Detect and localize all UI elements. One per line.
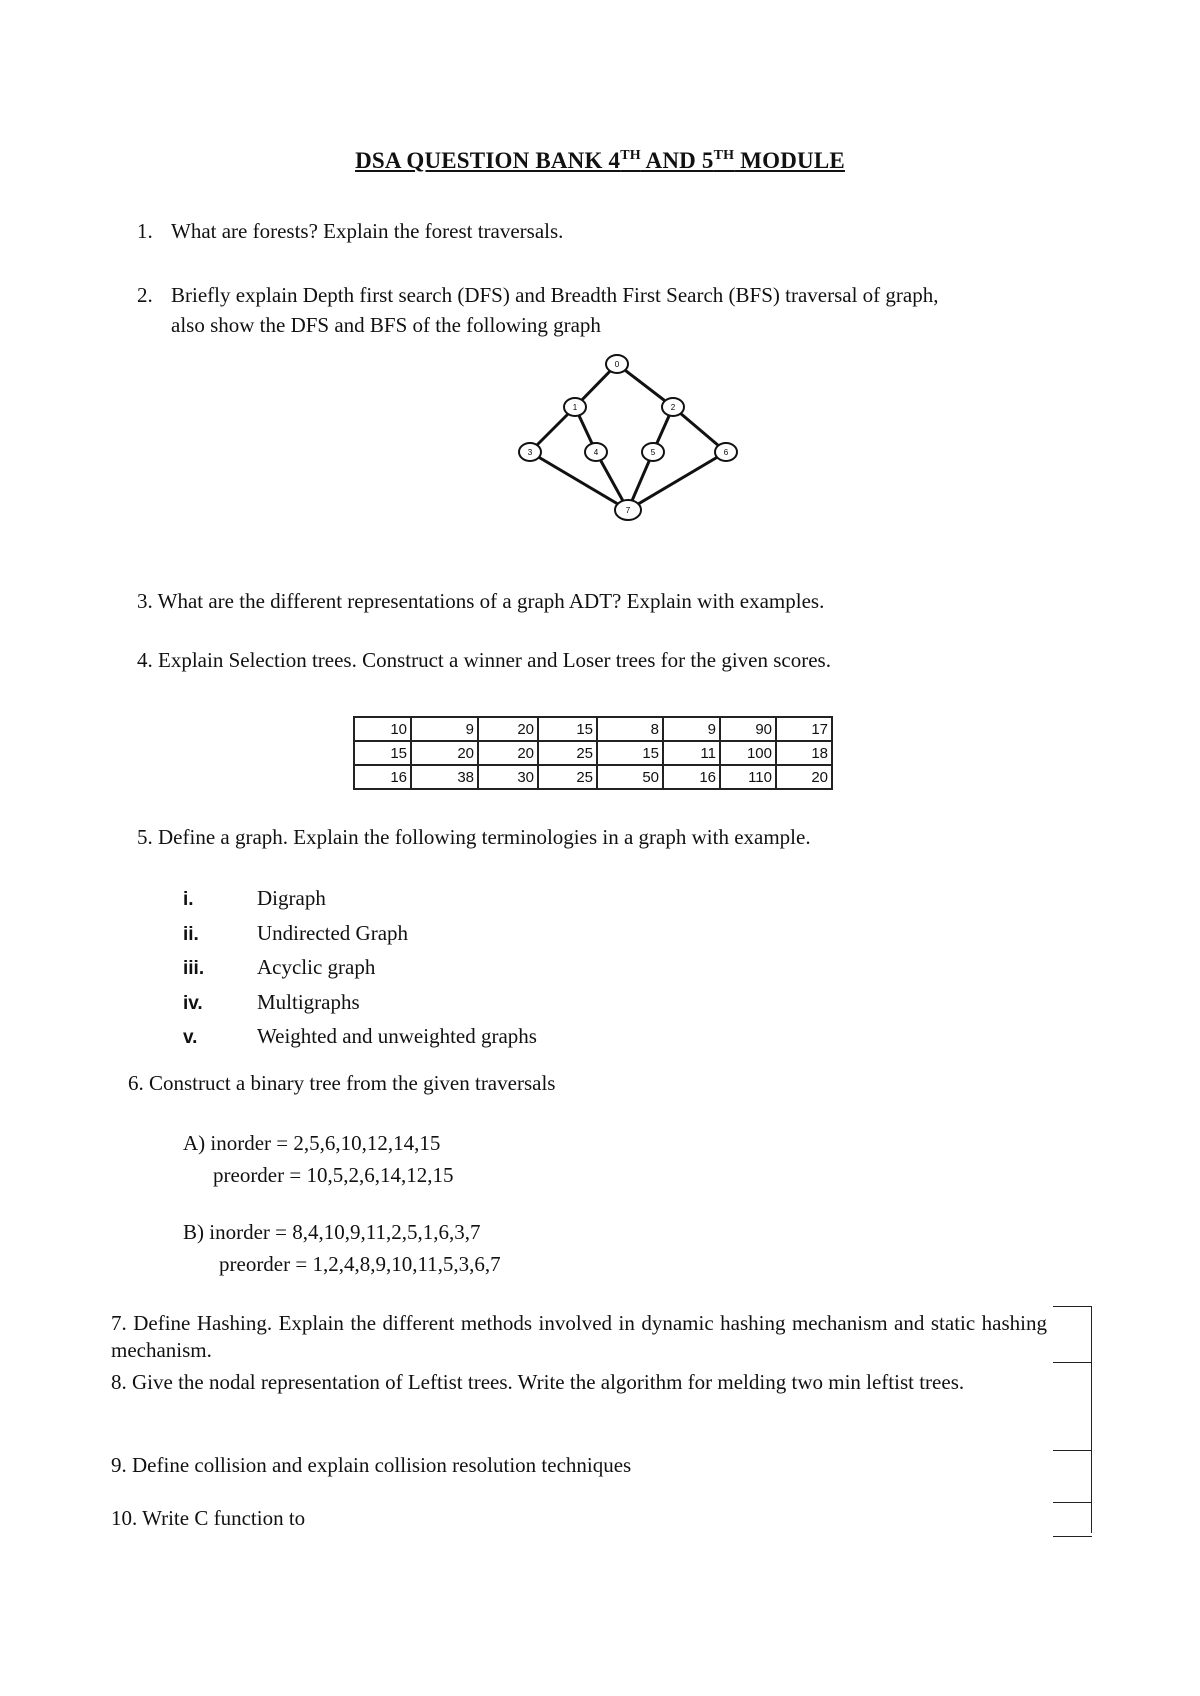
table-cell: 90	[720, 717, 776, 741]
question-text: 4. Explain Selection trees. Construct a winner and Loser trees for the given scores.	[137, 648, 831, 672]
marks-column-line	[1091, 1306, 1092, 1533]
list-item: iii. Acyclic graph	[183, 955, 376, 979]
list-item: i. Digraph	[183, 886, 326, 910]
traversal-b-preorder: preorder = 1,2,4,8,9,10,11,5,3,6,7	[219, 1252, 501, 1276]
scores-table	[353, 716, 833, 790]
table-cell: 20	[478, 717, 538, 741]
question-7: 7. Define Hashing. Explain the different methods involved in dynamic hashing mechanism and static hashing mechanism.	[111, 1311, 1047, 1362]
table-cell: 9	[411, 717, 478, 741]
table-cell: 15	[354, 741, 411, 765]
graph-edge	[628, 452, 726, 510]
svg-text:6: 6	[723, 448, 729, 457]
table-cell: 16	[354, 765, 411, 789]
graph-node	[615, 500, 641, 520]
question-text: also show the DFS and BFS of the following graph	[171, 313, 601, 337]
list-item: ii. Undirected Graph	[183, 920, 409, 945]
traversal-a-inorder: A) inorder = 2,5,6,10,12,14,15	[183, 1131, 441, 1155]
svg-text:7: 7	[625, 506, 631, 515]
question-10: 10. Write C function to	[111, 1506, 306, 1530]
marks-divider	[1053, 1306, 1092, 1307]
terms-list	[183, 882, 537, 1055]
title-text: DSA QUESTION BANK 4	[355, 148, 621, 173]
graph-node	[715, 443, 737, 461]
marks-divider	[1053, 1362, 1092, 1363]
question-number: 2.	[137, 283, 153, 307]
question-1	[137, 216, 563, 246]
question-number: 1.	[137, 219, 153, 243]
table-cell: 9	[663, 717, 720, 741]
graph-node	[585, 443, 607, 461]
marks-divider	[1053, 1536, 1092, 1537]
graph-diagram	[510, 352, 750, 532]
page-title	[0, 148, 1200, 174]
table-row	[354, 765, 832, 789]
table-cell: 8	[597, 717, 663, 741]
svg-text:0: 0	[614, 360, 620, 369]
question-9: 9. Define collision and explain collision resolution techniques	[111, 1453, 632, 1477]
table-cell: 110	[720, 765, 776, 789]
title-text: MODULE	[734, 148, 845, 173]
question-4	[137, 645, 831, 675]
graph-node	[662, 398, 684, 416]
table-cell: 100	[720, 741, 776, 765]
graph-node	[519, 443, 541, 461]
table-cell: 10	[354, 717, 411, 741]
question-5	[137, 822, 811, 852]
question-8: 8. Give the nodal representation of Leftist trees. Write the algorithm for melding two min leftist trees.	[111, 1370, 965, 1394]
table-cell: 20	[776, 765, 832, 789]
table-row	[354, 717, 832, 741]
svg-text:4: 4	[593, 448, 599, 457]
list-item: v. Weighted and unweighted graphs	[183, 1024, 537, 1048]
svg-text:2: 2	[670, 403, 676, 412]
question-text: Briefly explain Depth first search (DFS) and Breadth First Search (BFS) traversal of graph,	[171, 283, 939, 307]
table-cell: 15	[538, 717, 597, 741]
question-text: What are forests? Explain the forest traversals.	[171, 219, 564, 243]
traversal-b-inorder: B) inorder = 8,4,10,9,11,2,5,1,6,3,7	[183, 1220, 481, 1244]
table-cell: 20	[411, 741, 478, 765]
table-cell: 15	[597, 741, 663, 765]
table-cell: 50	[597, 765, 663, 789]
table-cell: 20	[478, 741, 538, 765]
question-2	[137, 280, 938, 340]
title-superscript: TH	[713, 148, 735, 163]
svg-text:1: 1	[572, 403, 578, 412]
table-cell: 38	[411, 765, 478, 789]
traversal-a-preorder: preorder = 10,5,2,6,14,12,15	[213, 1163, 454, 1187]
marks-divider	[1053, 1502, 1092, 1503]
title-superscript: TH	[620, 148, 641, 163]
svg-text:5: 5	[650, 448, 656, 457]
table-cell: 17	[776, 717, 832, 741]
table-cell: 16	[663, 765, 720, 789]
table-row	[354, 741, 832, 765]
title-text: AND 5	[640, 148, 714, 173]
list-item: iv. Multigraphs	[183, 989, 360, 1014]
table-cell: 18	[776, 741, 832, 765]
table-cell: 25	[538, 741, 597, 765]
table-cell: 11	[663, 741, 720, 765]
table-cell: 25	[538, 765, 597, 789]
graph-node	[642, 443, 664, 461]
question-text: 5. Define a graph. Explain the following terminologies in a graph with example.	[137, 825, 811, 849]
question-text: 6. Construct a binary tree from the given traversals	[128, 1071, 556, 1095]
graph-node	[564, 398, 586, 416]
question-6	[128, 1068, 555, 1098]
question-3	[137, 586, 824, 616]
svg-text:3: 3	[527, 448, 533, 457]
question-text: 3. What are the different representations of a graph ADT? Explain with examples.	[137, 589, 825, 613]
graph-node	[606, 355, 628, 373]
marks-divider	[1053, 1450, 1092, 1451]
table-cell: 30	[478, 765, 538, 789]
